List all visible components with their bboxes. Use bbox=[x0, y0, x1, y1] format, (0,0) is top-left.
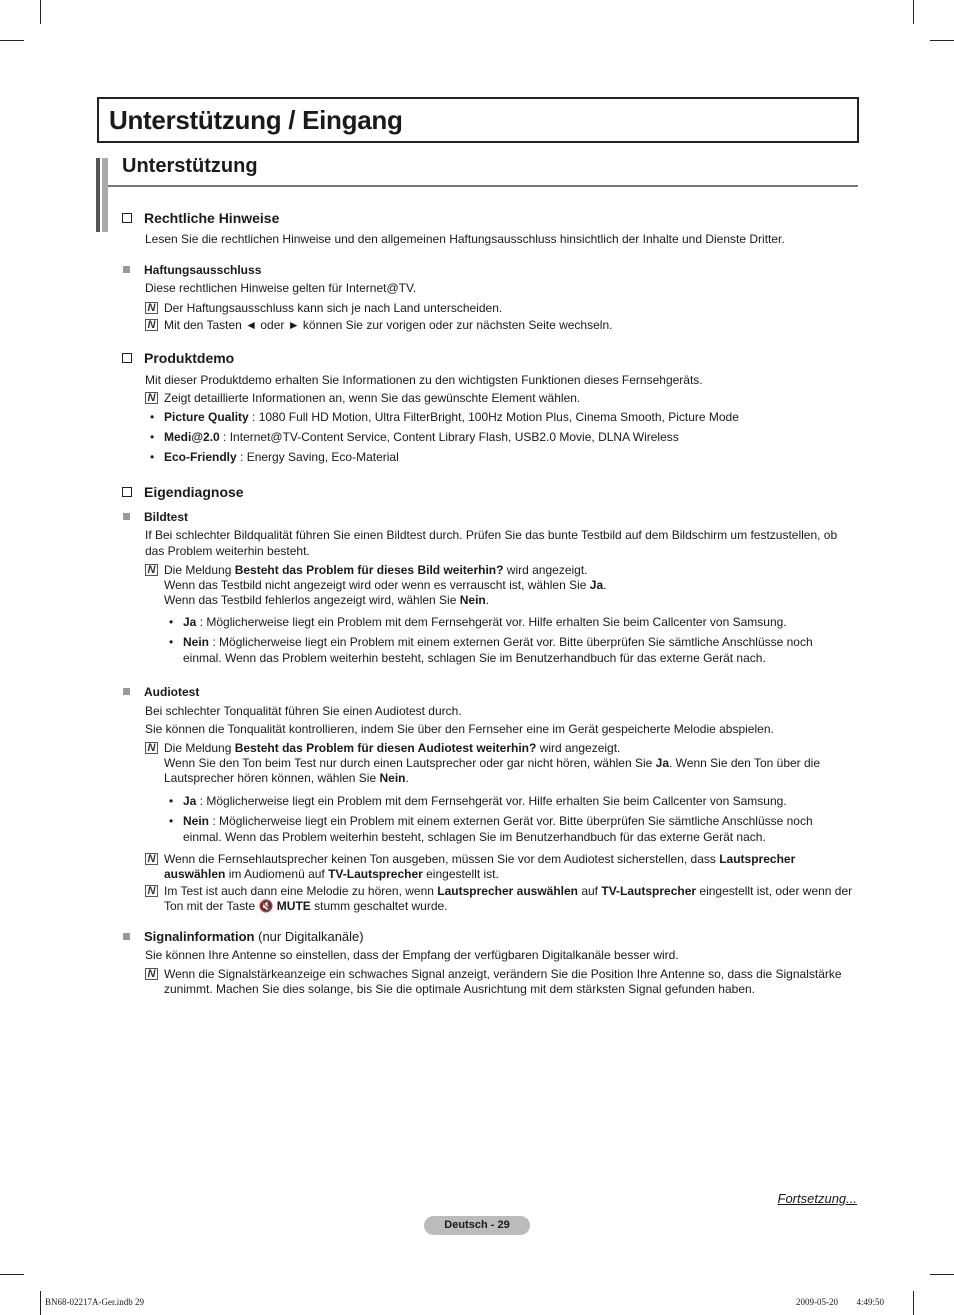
note: N Wenn die Signalstärkeanzeige ein schwaches Signal anzeigt, verändern Sie die Position Ihre Antenne so, dass die Signalstärke zunimmt. Machen Sie dies solange, bis Sie die optimale Ausrichtung mit dem stärksten Signal gefunden haben. bbox=[145, 967, 857, 997]
heading-signal: Signalinformation (nur Digitalkanäle) bbox=[123, 929, 364, 944]
section-title: Unterstützung bbox=[122, 155, 258, 177]
square-bullet-icon bbox=[123, 266, 130, 273]
list-item: • Nein : Möglicherweise liegt ein Problem mit einem externen Gerät vor. Bitte überprüfen Sie sämtliche Anschlüsse noch einmal. Wenn das Problem weiterhin besteht, schlagen Sie im Benutzerhandbuch für das externe Gerät nach. bbox=[169, 635, 813, 665]
crop-mark bbox=[930, 1274, 954, 1275]
section-bar bbox=[96, 158, 100, 232]
paragraph: If Bei schlechter Bildqualität führen Sie einen Bildtest durch. Prüfen Sie das bunte Testbild auf dem Bildschirm um festzustellen, ob das Problem weiterhin besteht. bbox=[145, 528, 838, 558]
continued-link: Fortsetzung... bbox=[777, 1191, 857, 1206]
mute-icon: 🔇 MUTE bbox=[258, 899, 311, 913]
paragraph: Lesen Sie die rechtlichen Hinweise und den allgemeinen Haftungsausschluss hinsichtlich der Inhalte und Dienste Dritter. bbox=[145, 232, 785, 246]
note-icon: N bbox=[145, 319, 158, 331]
checkbox-icon bbox=[122, 213, 132, 223]
heading-eigendiagnose: Eigendiagnose bbox=[122, 484, 244, 500]
note-icon: N bbox=[145, 742, 158, 754]
note-icon: N bbox=[145, 302, 158, 314]
paragraph: Sie können Ihre Antenne so einstellen, dass der Empfang der verfügbaren Digitalkanäle besser wird. bbox=[145, 948, 679, 962]
note: N Im Test ist auch dann eine Melodie zu hören, wenn Lautsprecher auswählen auf TV-Lautsprecher eingestellt ist, oder wenn der Ton mit der Taste 🔇 MUTE stumm geschaltet wurde. bbox=[145, 884, 857, 914]
heading-produktdemo: Produktdemo bbox=[122, 350, 234, 366]
list-item: • Medi@2.0 : Internet@TV-Content Service, Content Library Flash, USB2.0 Movie, DLNA Wireless bbox=[150, 430, 679, 444]
crop-mark bbox=[913, 1291, 914, 1315]
note: N Wenn die Fernsehlautsprecher keinen Ton ausgeben, müssen Sie vor dem Audiotest sicherstellen, dass Lautsprecher auswählen im Audiomenü auf TV-Lautsprecher eingestellt ist. bbox=[145, 852, 857, 882]
crop-mark bbox=[930, 40, 954, 41]
heading-audiotest: Audiotest bbox=[123, 685, 199, 699]
checkbox-icon bbox=[122, 487, 132, 497]
checkbox-icon bbox=[122, 353, 132, 363]
file-info: BN68-02217A-Ger.indb 29 bbox=[45, 1297, 144, 1307]
note-icon: N bbox=[145, 853, 158, 865]
crop-mark bbox=[0, 1274, 24, 1275]
note: N Zeigt detaillierte Informationen an, wenn Sie das gewünschte Element wählen. bbox=[145, 391, 857, 406]
list-item: • Nein : Möglicherweise liegt ein Problem mit einem externen Gerät vor. Bitte überprüfen Sie sämtliche Anschlüsse noch einmal. Wenn das Problem weiterhin besteht, schlagen Sie im Benutzerhandbuch für das externe Gerät nach. bbox=[169, 814, 813, 844]
square-bullet-icon bbox=[123, 933, 130, 940]
heading-bildtest: Bildtest bbox=[123, 510, 188, 524]
paragraph: Mit dieser Produktdemo erhalten Sie Informationen zu den wichtigsten Funktionen dieses Fernsehgeräts. bbox=[145, 373, 703, 387]
note-icon: N bbox=[145, 968, 158, 980]
page-number: Deutsch - 29 bbox=[424, 1216, 530, 1235]
heading-rechtliche: Rechtliche Hinweise bbox=[122, 210, 279, 226]
paragraph: Bei schlechter Tonqualität führen Sie einen Audiotest durch. bbox=[145, 704, 462, 718]
list-item: • Eco-Friendly : Energy Saving, Eco-Material bbox=[150, 450, 399, 464]
note: N Die Meldung Besteht das Problem für diesen Audiotest weiterhin? wird angezeigt. Wenn Sie den Ton beim Test nur durch einen Lautsprecher oder gar nicht hören, wählen Sie Ja. Wenn Sie den Ton über die Lautsprecher hören können, wählen Sie Nein. bbox=[145, 741, 857, 786]
note: N Mit den Tasten ◄ oder ► können Sie zur vorigen oder zur nächsten Seite wechseln. bbox=[145, 318, 857, 333]
section-divider bbox=[108, 185, 858, 187]
crop-mark bbox=[913, 0, 914, 24]
section-bar bbox=[102, 158, 108, 232]
note-icon: N bbox=[145, 564, 158, 576]
list-item: • Picture Quality : 1080 Full HD Motion, Ultra FilterBright, 100Hz Motion Plus, Cinema Smooth, Picture Mode bbox=[150, 410, 739, 424]
square-bullet-icon bbox=[123, 688, 130, 695]
paragraph: Diese rechtlichen Hinweise gelten für Internet@TV. bbox=[145, 281, 417, 295]
note: N Der Haftungsausschluss kann sich je nach Land unterscheiden. bbox=[145, 301, 857, 316]
square-bullet-icon bbox=[123, 513, 130, 520]
crop-mark bbox=[40, 1291, 41, 1315]
paragraph: Sie können die Tonqualität kontrollieren, indem Sie über den Fernseher eine im Gerät gespeicherte Melodie abspielen. bbox=[145, 722, 774, 736]
list-item: • Ja : Möglicherweise liegt ein Problem mit dem Fernsehgerät vor. Hilfe erhalten Sie beim Callcenter von Samsung. bbox=[169, 794, 787, 808]
note: N Die Meldung Besteht das Problem für dieses Bild weiterhin? wird angezeigt. Wenn das Testbild nicht angezeigt wird oder wenn es verrauscht ist, wählen Sie Ja. Wenn das Testbild fehlerlos angezeigt wird, wählen Sie Nein. bbox=[145, 563, 857, 608]
page-title-box bbox=[97, 97, 859, 143]
page-title: Unterstützung / Eingang bbox=[109, 105, 403, 135]
list-item: • Ja : Möglicherweise liegt ein Problem mit dem Fernsehgerät vor. Hilfe erhalten Sie beim Callcenter von Samsung. bbox=[169, 615, 787, 629]
date-info: 2009-05-20 ￿￿ 4:49:50 bbox=[796, 1297, 884, 1307]
note-icon: N bbox=[145, 392, 158, 404]
heading-haftung: Haftungsausschluss bbox=[123, 263, 261, 277]
crop-mark bbox=[40, 0, 41, 24]
crop-mark bbox=[0, 40, 24, 41]
note-icon: N bbox=[145, 885, 158, 897]
